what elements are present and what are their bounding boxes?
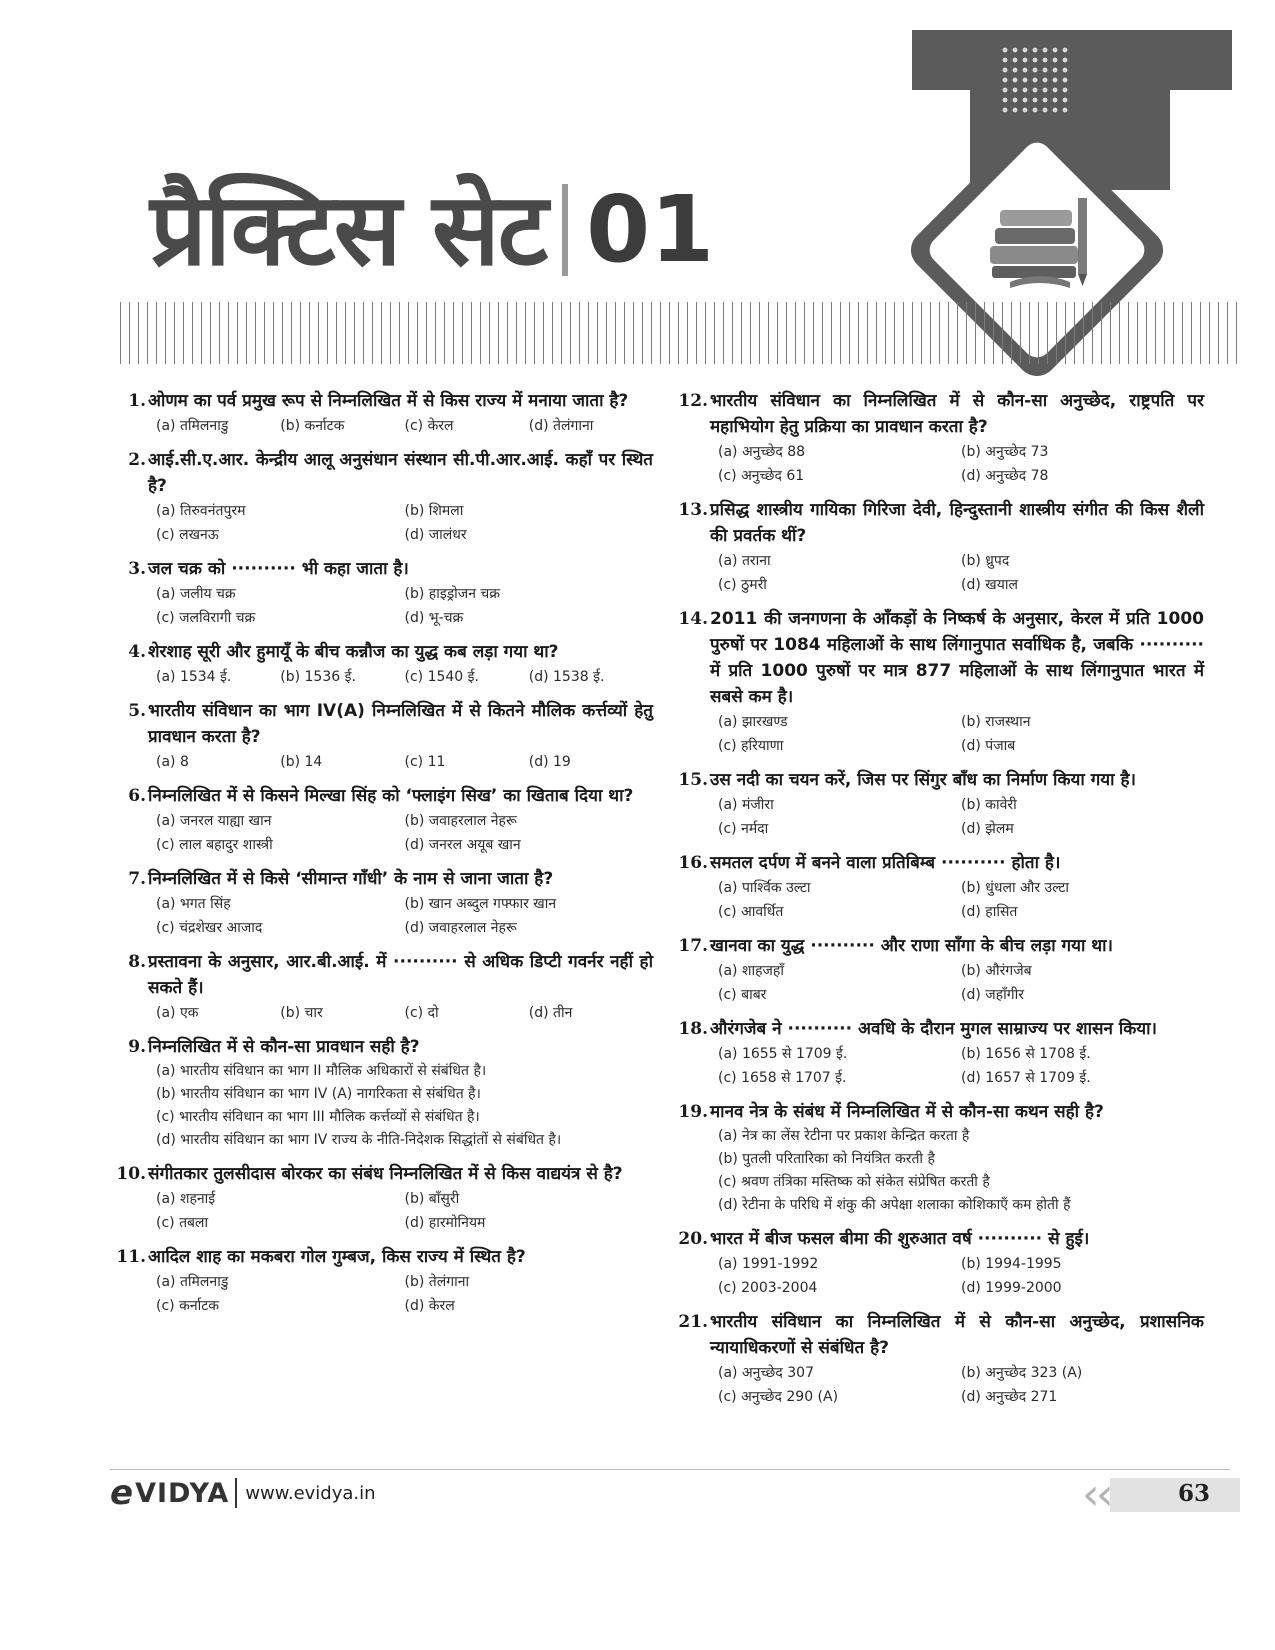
- option-item: (d) 19: [528, 754, 571, 770]
- option-item: (c) केरल: [404, 418, 454, 434]
- option-item: (a) अनुच्छेद 88: [718, 444, 806, 460]
- option-item: (d) खयाल: [961, 577, 1018, 593]
- option-item: (c) 11: [404, 754, 446, 770]
- options-list: [148, 1060, 653, 1152]
- option-item: (d) पंजाब: [961, 738, 1016, 754]
- question-number: 1.: [128, 391, 146, 411]
- option-item: (a) नेत्र का लेंस रेटीना पर प्रकाश केन्द्रित करता है: [718, 1128, 970, 1144]
- question-label: ओणम का पर्व प्रमुख रूप से निम्नलिखित में से किस राज्य में मनाया जाता है?: [148, 391, 629, 411]
- books-pen-icon: [970, 170, 1110, 300]
- option-item: (b) चार: [280, 1005, 323, 1021]
- option-item: (a) भारतीय संविधान का भाग II मौलिक अधिकारों से संबंधित है।: [156, 1063, 487, 1079]
- question-item: [678, 767, 1204, 841]
- title-separator: [562, 184, 568, 276]
- question-number: 3.: [128, 559, 146, 579]
- left-column: [116, 388, 653, 1327]
- option-item: (d) केरल: [404, 1298, 455, 1314]
- options-list: [710, 959, 1204, 1007]
- question-label: समतल दर्पण में बनने वाला प्रतिबिम्ब ·········· होता है।: [710, 853, 1061, 873]
- option-item: (d) तेलंगाना: [528, 418, 594, 434]
- option-item: (d) जालंधर: [404, 527, 467, 543]
- options-list: [710, 793, 1204, 841]
- question-item: [678, 388, 1204, 488]
- option-item: (a) पार्श्विक उल्टा: [718, 880, 811, 896]
- question-item: [128, 1034, 653, 1152]
- question-item: [128, 866, 653, 940]
- question-label: निम्नलिखित में से किसे ‘सीमान्त गाँधी’ के नाम से जाना जाता है?: [148, 869, 554, 889]
- option-item: (b) शिमला: [404, 503, 464, 519]
- options-list: [710, 1252, 1204, 1300]
- question-item: [678, 1309, 1204, 1409]
- question-item: [678, 1099, 1204, 1217]
- question-label: खानवा का युद्ध ·········· और राणा साँगा के बीच लड़ा गया था।: [710, 936, 1113, 956]
- option-item: (b) हाइड्रोजन चक्र: [404, 586, 501, 602]
- option-item: (b) 1656 से 1708 ई.: [961, 1046, 1091, 1062]
- option-item: (c) 1658 से 1707 ई.: [718, 1070, 847, 1086]
- option-item: (d) झेलम: [961, 821, 1014, 837]
- option-item: (c) अनुच्छेद 61: [718, 468, 805, 484]
- question-text: [116, 1244, 653, 1270]
- option-item: (c) भारतीय संविधान का भाग III मौलिक कर्त्तव्यों से संबंधित है।: [156, 1109, 480, 1125]
- option-item: (d) जहाँगीर: [961, 987, 1024, 1003]
- question-text: [678, 1309, 1204, 1361]
- option-item: (c) तबला: [156, 1215, 209, 1231]
- option-item: (c) चंद्रशेखर आजाद: [156, 920, 263, 936]
- question-number: 10.: [116, 1164, 146, 1184]
- option-item: (b) अनुच्छेद 73: [961, 444, 1049, 460]
- option-item: (a) अनुच्छेद 307: [718, 1365, 814, 1381]
- question-item: [678, 850, 1204, 924]
- option-item: (d) भारतीय संविधान का भाग IV राज्य के नीति-निदेशक सिद्धांतों से संबंधित है।: [156, 1132, 562, 1148]
- option-item: (a) जलीय चक्र: [156, 586, 236, 602]
- question-item: [128, 447, 653, 547]
- option-item: (a) भगत सिंह: [156, 896, 231, 912]
- question-number: 2.: [128, 450, 146, 470]
- option-item: (d) भू-चक्र: [404, 610, 464, 626]
- option-item: (a) 1534 ई.: [156, 669, 232, 685]
- option-item: (c) दो: [404, 1005, 439, 1021]
- option-item: (d) रेटीना के परिधि में शंकु की अपेक्षा शलाका कोशिकाएँ कम होती हैं: [718, 1197, 1071, 1213]
- question-text: [128, 1034, 653, 1060]
- option-item: (c) ठुमरी: [718, 577, 767, 593]
- option-item: (c) 1540 ई.: [404, 669, 479, 685]
- question-label: संगीतकार तुलसीदास बोरकर का संबंध निम्नलिखित में से किस वाद्ययंत्र से है?: [148, 1164, 623, 1184]
- option-item: (b) पुतली परितारिका को नियंत्रित करती है: [718, 1151, 935, 1167]
- option-item: (c) लाल बहादुर शास्त्री: [156, 837, 273, 853]
- logo-e-mark: e: [110, 1473, 134, 1513]
- question-text: [128, 783, 653, 809]
- option-item: (d) जनरल अयूब खान: [404, 837, 521, 853]
- question-number: 7.: [128, 869, 146, 889]
- question-number: 5.: [128, 701, 146, 721]
- options-list: [148, 750, 653, 774]
- option-item: (a) झारखण्ड: [718, 714, 788, 730]
- question-label: प्रस्तावना के अनुसार, आर.बी.आई. में ·········· से अधिक डिप्टी गवर्नर नहीं हो सकते हैं।: [148, 952, 653, 998]
- option-item: (c) हरियाणा: [718, 738, 784, 754]
- option-item: (c) बाबर: [718, 987, 767, 1003]
- question-label: जल चक्र को ·········· भी कहा जाता है।: [148, 559, 409, 579]
- option-item: (d) अनुच्छेद 78: [961, 468, 1049, 484]
- option-item: (a) मंजीरा: [718, 797, 774, 813]
- chevron-left-icon: ‹: [1096, 1469, 1114, 1520]
- question-item: [116, 1161, 653, 1235]
- option-item: (d) जवाहरलाल नेहरू: [404, 920, 517, 936]
- question-label: आदिल शाह का मकबरा गोल गुम्बज, किस राज्य में स्थित है?: [148, 1247, 526, 1267]
- question-number: 17.: [678, 936, 708, 956]
- question-item: [678, 1226, 1204, 1300]
- question-text: [678, 1016, 1204, 1042]
- page-title: [150, 170, 714, 290]
- question-label: भारतीय संविधान का निम्नलिखित में से कौन-सा अनुच्छेद, प्रशासनिक न्यायाधिकरणों से संबंधित है?: [710, 1312, 1204, 1358]
- question-text: [128, 556, 653, 582]
- question-label: भारतीय संविधान का भाग IV(A) निम्नलिखित में से कितने मौलिक कर्त्तव्यों हेतु प्रावधान करता है?: [148, 701, 653, 747]
- options-list: [148, 499, 653, 547]
- option-item: (a) तमिलनाडु: [156, 418, 229, 434]
- question-number: 8.: [128, 952, 146, 972]
- question-text: [678, 497, 1204, 549]
- question-label: शेरशाह सूरी और हुमायूँ के बीच कन्नौज का युद्ध कब लड़ा गया था?: [148, 642, 559, 662]
- option-item: (d) अनुच्छेद 271: [961, 1389, 1058, 1405]
- option-item: (b) धुंधला और उल्टा: [961, 880, 1070, 896]
- option-item: (c) अनुच्छेद 290 (A): [718, 1389, 839, 1405]
- question-label: निम्नलिखित में से किसने मिल्खा सिंह को ‘फ्लाइंग सिख’ का खिताब दिया था?: [148, 786, 634, 806]
- question-text: [678, 1226, 1204, 1252]
- option-item: (b) राजस्थान: [961, 714, 1031, 730]
- footer-divider: [110, 1469, 1230, 1470]
- question-label: भारतीय संविधान का निम्नलिखित में से कौन-सा अनुच्छेद, राष्ट्रपति पर महाभियोग हेतु प्रक्रिया का प्रावधान करता है?: [710, 391, 1204, 437]
- question-item: [678, 497, 1204, 597]
- logo-separator: [235, 1478, 237, 1508]
- options-list: [148, 665, 653, 689]
- options-list: [710, 1361, 1204, 1409]
- question-text: [128, 698, 653, 750]
- chevron-left-icon: ‹: [1082, 1469, 1100, 1520]
- option-item: (b) जवाहरलाल नेहरू: [404, 813, 517, 829]
- option-item: (b) खान अब्दुल गफ्फार खान: [404, 896, 557, 912]
- question-number: 6.: [128, 786, 146, 806]
- question-label: उस नदी का चयन करें, जिस पर सिंगुर बाँध का निर्माण किया गया है।: [710, 770, 1136, 790]
- option-item: (b) औरंगजेब: [961, 963, 1032, 979]
- question-text: [128, 866, 653, 892]
- question-text: [678, 850, 1204, 876]
- question-item: [128, 949, 653, 1025]
- option-item: (b) बाँसुरी: [404, 1191, 460, 1207]
- question-number: 11.: [116, 1247, 146, 1267]
- question-label: निम्नलिखित में से कौन-सा प्रावधान सही है?: [148, 1037, 420, 1057]
- option-item: (b) 14: [280, 754, 323, 770]
- options-list: [148, 1270, 653, 1318]
- options-list: [148, 582, 653, 630]
- question-number: 15.: [678, 770, 708, 790]
- option-item: (c) लखनऊ: [156, 527, 219, 543]
- option-item: (b) कर्नाटक: [280, 418, 345, 434]
- option-item: (b) कावेरी: [961, 797, 1017, 813]
- question-number: 19.: [678, 1102, 708, 1122]
- option-item: (a) तराना: [718, 553, 771, 569]
- question-text: [128, 447, 653, 499]
- options-list: [710, 1042, 1204, 1090]
- option-item: (c) श्रवण तंत्रिका मस्तिष्क को संकेत संप्रेषित करती है: [718, 1174, 990, 1190]
- option-item: (d) हासित: [961, 904, 1018, 920]
- option-item: (c) कर्नाटक: [156, 1298, 220, 1314]
- question-number: 9.: [128, 1037, 146, 1057]
- option-item: (a) 1991-1992: [718, 1256, 819, 1272]
- option-item: (a) तिरुवनंतपुरम: [156, 503, 246, 519]
- options-list: [148, 414, 653, 438]
- stripe-divider: [120, 302, 1240, 364]
- option-item: (d) 1657 से 1709 ई.: [961, 1070, 1091, 1086]
- option-item: (b) अनुच्छेद 323 (A): [961, 1365, 1083, 1381]
- evidya-logo: [110, 1473, 376, 1513]
- question-number: 16.: [678, 853, 708, 873]
- option-item: (a) 8: [156, 754, 189, 770]
- option-item: (a) 1655 से 1709 ई.: [718, 1046, 848, 1062]
- question-text: [128, 388, 653, 414]
- question-number: 18.: [678, 1019, 708, 1039]
- question-item: [678, 606, 1204, 758]
- option-item: (a) एक: [156, 1005, 199, 1021]
- question-label: मानव नेत्र के संबंध में निम्नलिखित में से कौन-सा कथन सही है?: [710, 1102, 1104, 1122]
- option-item: (c) नर्मदा: [718, 821, 769, 837]
- title-text: प्रैक्टिस सेट: [150, 171, 547, 288]
- question-label: आई.सी.ए.आर. केन्द्रीय आलू अनुसंधान संस्थान सी.पी.आर.आई. कहाँ पर स्थित है?: [148, 450, 653, 496]
- option-item: (c) आवर्धित: [718, 904, 784, 920]
- question-label: औरंगजेब ने ·········· अवधि के दौरान मुगल साम्राज्य पर शासन किया।: [710, 1019, 1157, 1039]
- options-list: [148, 1001, 653, 1025]
- options-list: [148, 892, 653, 940]
- question-text: [678, 606, 1204, 710]
- question-text: [128, 639, 653, 665]
- question-text: [116, 1161, 653, 1187]
- question-number: 4.: [128, 642, 146, 662]
- question-number: 20.: [678, 1229, 708, 1249]
- website-url[interactable]: www.evidya.in: [245, 1482, 376, 1504]
- option-item: (b) तेलंगाना: [404, 1274, 470, 1290]
- options-list: [148, 809, 653, 857]
- option-item: (b) 1994-1995: [961, 1256, 1062, 1272]
- question-text: [678, 1099, 1204, 1125]
- option-item: (c) 2003-2004: [718, 1280, 818, 1296]
- options-list: [710, 710, 1204, 758]
- question-label: भारत में बीज फसल बीमा की शुरुआत वर्ष ·········· से हुई।: [710, 1229, 1090, 1249]
- options-list: [148, 1187, 653, 1235]
- question-item: [128, 388, 653, 438]
- question-text: [678, 388, 1204, 440]
- option-item: (b) 1536 ई.: [280, 669, 356, 685]
- question-item: [678, 933, 1204, 1007]
- page-number: 63: [1177, 1480, 1210, 1507]
- option-item: (a) जनरल याह्या खान: [156, 813, 272, 829]
- question-item: [128, 556, 653, 630]
- title-number: 01: [586, 176, 715, 283]
- option-item: (d) 1538 ई.: [528, 669, 605, 685]
- question-item: [128, 783, 653, 857]
- question-number: 21.: [678, 1312, 708, 1332]
- right-column: [678, 388, 1204, 1418]
- options-list: [710, 440, 1204, 488]
- option-item: (d) तीन: [528, 1005, 573, 1021]
- question-text: [678, 767, 1204, 793]
- option-item: (a) शहनाई: [156, 1191, 216, 1207]
- question-item: [116, 1244, 653, 1318]
- question-label: प्रसिद्ध शास्त्रीय गायिका गिरिजा देवी, हिन्दुस्तानी शास्त्रीय संगीत की किस शैली की प्रवर्तक थीं?: [710, 500, 1204, 546]
- question-item: [678, 1016, 1204, 1090]
- option-item: (d) हारमोनियम: [404, 1215, 486, 1231]
- dot-grid-decoration: [1000, 45, 1070, 115]
- question-text: [128, 949, 653, 1001]
- logo-text: VIDYA: [135, 1477, 230, 1509]
- question-item: [128, 639, 653, 689]
- option-item: (c) जलविरागी चक्र: [156, 610, 256, 626]
- options-list: [710, 549, 1204, 597]
- question-number: 13.: [678, 500, 708, 520]
- option-item: (b) भारतीय संविधान का भाग IV (A) नागरिकता से संबंधित है।: [156, 1086, 481, 1102]
- question-number: 12.: [678, 391, 708, 411]
- question-label: 2011 की जनगणना के आँकड़ों के निष्कर्ष के अनुसार, केरल में प्रति 1000 पुरुषों पर 1084 महिलाओं के साथ लिंगानुपात सर्वाधिक है, जबकि ·········· में प्रति 1000 पुरुषों पर मात्र 877 महिलाओं के साथ लिंगानुपात भारत में सबसे कम है।: [710, 609, 1204, 707]
- option-item: (b) ध्रुपद: [961, 553, 1010, 569]
- option-item: (a) तमिलनाडु: [156, 1274, 229, 1290]
- header-decoration-bar: [912, 30, 1232, 90]
- option-item: (a) शाहजहाँ: [718, 963, 784, 979]
- question-number: 14.: [678, 609, 708, 629]
- option-item: (d) 1999-2000: [961, 1280, 1062, 1296]
- options-list: [710, 876, 1204, 924]
- question-text: [678, 933, 1204, 959]
- question-item: [128, 698, 653, 774]
- options-list: [710, 1125, 1204, 1217]
